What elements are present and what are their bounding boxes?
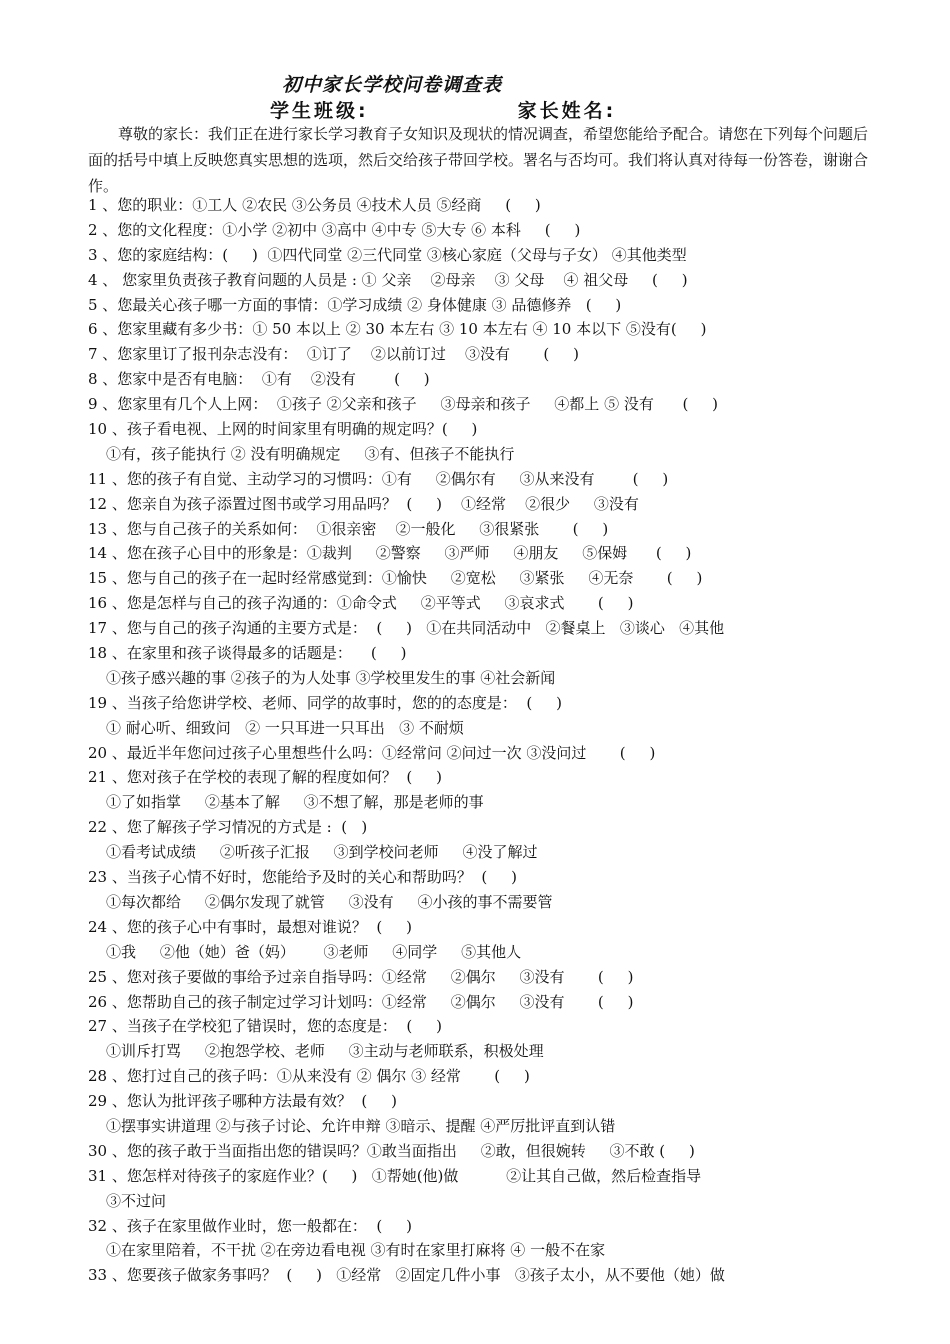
question-options: ①在家里陪着，不干扰 ②在旁边看电视 ③有时在家里打麻将 ④ 一般不在家 xyxy=(106,1241,606,1260)
question-item: 21 、您对孩子在学校的表现了解的程度如何？ ( ) xyxy=(88,768,442,787)
parent-name-label: 家长姓名: xyxy=(517,100,617,122)
student-class-label: 学生班级: xyxy=(270,100,369,122)
question-item: 12 、您亲自为孩子添置过图书或学习用品吗？ ( ) ①经常 ②很少 ③没有 xyxy=(88,494,639,513)
question-options: ①每次都给 ②偶尔发现了就管 ③没有 ④小孩的事不需要管 xyxy=(106,892,553,911)
question-item: 33 、您要孩子做家务事吗？ ( ) ①经常 ②固定几件小事 ③孩子太小，从不要他（她）做 xyxy=(88,1266,725,1285)
intro-paragraph: 尊敬的家长：我们正在进行家长学习教育子女知识及现状的情况调查，希望您能给予配合。请您在下列每个问题后面的括号中填上反映您真实思想的选项，然后交给孩子带回学校。署名与否均可。我们将认真对待每一份答卷，谢谢合作。 xyxy=(88,125,869,195)
question-item: 14 、您在孩子心目中的形象是：①裁判 ②警察 ③严师 ④朋友 ⑤保姆 ( ) xyxy=(88,544,692,563)
question-item: 16 、您是怎样与自己的孩子沟通的：①命令式 ②平等式 ③哀求式 ( ) xyxy=(88,594,634,613)
question-item: 4 、 您家里负责孩子教育问题的人员是 : ① 父亲 ②母亲 ③ 父母 ④ 祖父母 ( ) xyxy=(88,270,688,289)
question-item: 10 、孩子看电视、上网的时间家里有明确的规定吗？( ) xyxy=(88,420,478,439)
question-item: 30 、您的孩子敢于当面指出您的错误吗？①敢当面指出 ②敢，但很婉转 ③不敢 ( ) xyxy=(88,1141,695,1160)
question-item: 31 、您怎样对待孩子的家庭作业？( ) ①帮她(他)做 ②让其自己做，然后检查指导 xyxy=(88,1166,702,1185)
question-options: ① 耐心听、细致问 ② 一只耳进一只耳出 ③ 不耐烦 xyxy=(106,718,464,737)
question-item: 5 、您最关心孩子哪一方面的事情：①学习成绩 ② 身体健康 ③ 品德修养 ( ) xyxy=(88,295,622,314)
question-item: 15 、您与自己的孩子在一起时经常感觉到：①愉快 ②宽松 ③紧张 ④无奈 ( ) xyxy=(88,569,703,588)
header-fields xyxy=(270,96,616,123)
question-item: 18 、在家里和孩子谈得最多的话题是： ( ) xyxy=(88,644,407,663)
question-options: ①我 ②他（她）爸（妈） ③老师 ④同学 ⑤其他人 xyxy=(106,942,522,961)
question-item: 20 、最近半年您问过孩子心里想些什么吗：①经常问 ②问过一次 ③没问过 ( ) xyxy=(88,743,656,762)
question-item: 6 、您家里藏有多少书：① 50 本以上 ② 30 本左右 ③ 10 本左右 ④ 10 本以下 ⑤没有( ) xyxy=(88,320,707,339)
question-item: 2 、您的文化程度：①小学 ②初中 ③高中 ④中专 ⑤大专 ⑥ 本科 ( ) xyxy=(88,220,581,239)
question-item: 1 、您的职业：①工人 ②农民 ③公务员 ④技术人员 ⑤经商 ( ) xyxy=(88,196,541,214)
question-item: 32 、孩子在家里做作业时，您一般都在： ( ) xyxy=(88,1216,412,1235)
question-item: 23 、当孩子心情不好时，您能给予及时的关心和帮助吗？ ( ) xyxy=(88,868,517,887)
question-item: 3 、您的家庭结构：( ) ①四代同堂 ②三代同堂 ③核心家庭（父母与子女） ④其他类型 xyxy=(88,245,687,264)
question-item: 8 、您家中是否有电脑： ①有 ②没有 ( ) xyxy=(88,370,430,389)
question-item: 22 、您了解孩子学习情况的方式是 : ( ) xyxy=(88,818,368,837)
question-options: ①摆事实讲道理 ②与孩子讨论、允许申辩 ③暗示、提醒 ④严厉批评直到认错 xyxy=(106,1116,616,1135)
question-list xyxy=(88,193,868,1288)
question-item: 17 、您与自己的孩子沟通的主要方式是： ( ) ①在共同活动中 ②餐桌上 ③谈心 ④其他 xyxy=(88,619,725,638)
document-title: 初中家长学校问卷调查表 xyxy=(282,74,503,96)
question-options: ③不过问 xyxy=(106,1191,167,1210)
question-item: 29 、您认为批评孩子哪种方法最有效？ ( ) xyxy=(88,1092,397,1111)
question-item: 25 、您对孩子要做的事给予过亲自指导吗：①经常 ②偶尔 ③没有 ( ) xyxy=(88,967,634,986)
question-item: 27 、当孩子在学校犯了错误时，您的态度是： ( ) xyxy=(88,1017,442,1036)
question-item: 13 、您与自己孩子的关系如何： ①很亲密 ②一般化 ③很紧张 ( ) xyxy=(88,519,609,538)
question-options: ①训斥打骂 ②抱怨学校、老师 ③主动与老师联系，积极处理 xyxy=(106,1042,544,1061)
question-options: ①孩子感兴趣的事 ②孩子的为人处事 ③学校里发生的事 ④社会新闻 xyxy=(106,668,556,687)
question-item: 9 、您家里有几个人上网： ①孩子 ②父亲和孩子 ③母亲和孩子 ④都上 ⑤ 没有 ( ) xyxy=(88,395,718,414)
question-options: ①看考试成绩 ②听孩子汇报 ③到学校问老师 ④没了解过 xyxy=(106,843,538,862)
question-item: 19 、当孩子给您讲学校、老师、同学的故事时，您的的态度是： ( ) xyxy=(88,693,562,712)
question-item: 11 、您的孩子有自觉、主动学习的习惯吗：①有 ②偶尔有 ③从来没有 ( ) xyxy=(88,469,669,488)
question-item: 24 、您的孩子心中有事时，最想对谁说？ ( ) xyxy=(88,917,412,936)
question-item: 7 、您家里订了报刊杂志没有： ①订了 ②以前订过 ③没有 ( ) xyxy=(88,345,579,364)
question-options: ①有，孩子能执行 ② 没有明确规定 ③有、但孩子不能执行 xyxy=(106,444,515,463)
question-item: 26 、您帮助自己的孩子制定过学习计划吗：①经常 ②偶尔 ③没有 ( ) xyxy=(88,992,634,1011)
question-options: ①了如指掌 ②基本了解 ③不想了解，那是老师的事 xyxy=(106,793,484,812)
question-item: 28 、您打过自己的孩子吗：①从来没有 ② 偶尔 ③ 经常 ( ) xyxy=(88,1067,530,1086)
